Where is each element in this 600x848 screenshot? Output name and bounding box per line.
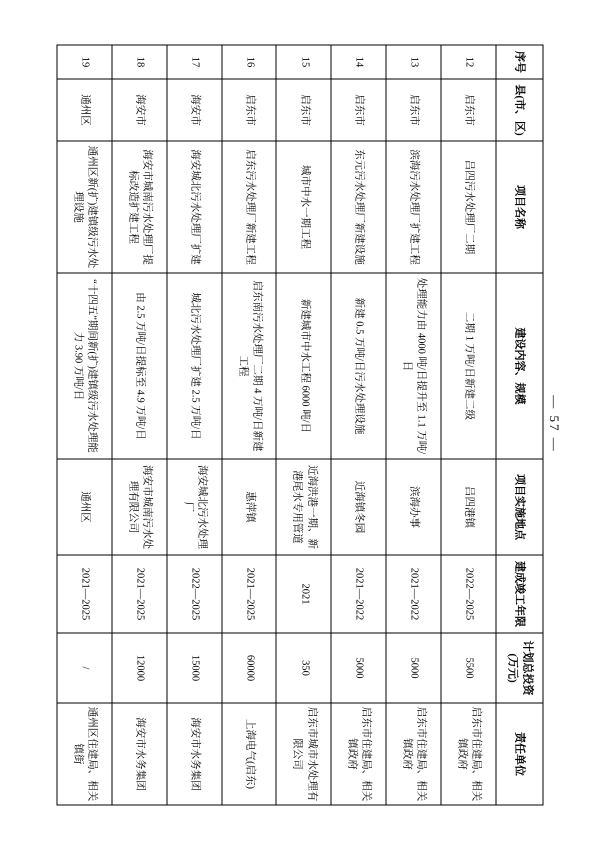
cell-investment: / bbox=[57, 633, 112, 703]
cell-site: 通州区 bbox=[57, 459, 112, 555]
cell-index: 16 bbox=[222, 45, 277, 79]
table-row bbox=[441, 45, 496, 805]
cell-area: 启东市 bbox=[277, 79, 332, 141]
table-row bbox=[386, 45, 441, 805]
cell-index: 14 bbox=[331, 45, 386, 79]
cell-index: 15 bbox=[277, 45, 332, 79]
cell-investment: 60000 bbox=[222, 633, 277, 703]
header-year: 建成竣工年限 bbox=[496, 555, 543, 633]
table-header-row bbox=[496, 45, 543, 805]
cell-responsible-unit: 启东市住建局、相关镇政府 bbox=[386, 703, 441, 805]
header-scope: 建设内容、规模 bbox=[496, 273, 543, 459]
header-investment: 计划总投资(万元) bbox=[496, 633, 543, 703]
cell-investment: 15000 bbox=[167, 633, 222, 703]
cell-project-name: 东元污水处理厂新建设施 bbox=[331, 141, 386, 273]
cell-investment: 350 bbox=[277, 633, 332, 703]
cell-year: 2022—2025 bbox=[441, 555, 496, 633]
cell-scope: 二期 1 万吨/日新建二级 bbox=[441, 273, 496, 459]
cell-index: 13 bbox=[386, 45, 441, 79]
cell-scope: 处理能力由 4000 吨/日提升至 1.1 万吨/日 bbox=[386, 273, 441, 459]
cell-scope: “十四五”期间新(扩)建镇级污水处理能力 3.90 万吨/日 bbox=[57, 273, 112, 459]
header-project-name: 项目名称 bbox=[496, 141, 543, 273]
cell-year: 2021 bbox=[277, 555, 332, 633]
cell-scope: 城北污水处理厂扩建 2.5 万吨/日 bbox=[167, 273, 222, 459]
cell-responsible-unit: 上海电气(启东) bbox=[222, 703, 277, 805]
cell-site: 惠萍镇 bbox=[222, 459, 277, 555]
cell-scope: 新建 0.5 万吨/日污水处理设施 bbox=[331, 273, 386, 459]
table-header bbox=[496, 45, 543, 805]
header-site: 项目实施地点 bbox=[496, 459, 543, 555]
cell-year: 2021—2022 bbox=[386, 555, 441, 633]
cell-investment: 5500 bbox=[441, 633, 496, 703]
table-row bbox=[167, 45, 222, 805]
cell-site: 海安市城南污水处理有限公司 bbox=[112, 459, 167, 555]
cell-year: 2021—2025 bbox=[57, 555, 112, 633]
cell-area: 启东市 bbox=[386, 79, 441, 141]
cell-scope: 启东南污水处理厂二期 4 万吨/日新建工程 bbox=[222, 273, 277, 459]
cell-area: 启东市 bbox=[441, 79, 496, 141]
cell-investment: 12000 bbox=[112, 633, 167, 703]
cell-responsible-unit: 海安市水务集团 bbox=[167, 703, 222, 805]
table-row bbox=[277, 45, 332, 805]
header-index: 序号 bbox=[496, 45, 543, 79]
cell-project-name: 通州区新(扩)建镇级污水处理设施 bbox=[57, 141, 112, 273]
cell-index: 18 bbox=[112, 45, 167, 79]
cell-area: 通州区 bbox=[57, 79, 112, 141]
table-row bbox=[112, 45, 167, 805]
cell-investment: 5000 bbox=[331, 633, 386, 703]
cell-index: 12 bbox=[441, 45, 496, 79]
rotated-table-container bbox=[57, 45, 544, 805]
cell-year: 2021—2022 bbox=[331, 555, 386, 633]
cell-responsible-unit: 启东市城市水处理有限公司 bbox=[277, 703, 332, 805]
cell-year: 2022—2025 bbox=[167, 555, 222, 633]
cell-area: 启东市 bbox=[331, 79, 386, 141]
cell-project-name: 滨海污水处理厂扩建工程 bbox=[386, 141, 441, 273]
cell-project-name: 海安市城南污水处理厂提标改造扩建工程 bbox=[112, 141, 167, 273]
cell-project-name: 海安城北污水处理厂扩建 bbox=[167, 141, 222, 273]
cell-responsible-unit: 启东市住建局、相关镇政府 bbox=[441, 703, 496, 805]
cell-index: 19 bbox=[57, 45, 112, 79]
cell-year: 2021—2025 bbox=[222, 555, 277, 633]
cell-scope: 新建城市中水工程 6000 吨/日 bbox=[277, 273, 332, 459]
cell-investment: 5000 bbox=[386, 633, 441, 703]
cell-site: 吕四港镇 bbox=[441, 459, 496, 555]
table-body bbox=[57, 45, 496, 805]
table-row bbox=[222, 45, 277, 805]
cell-year: 2021—2025 bbox=[112, 555, 167, 633]
table-row bbox=[57, 45, 112, 805]
cell-site: 海安城北污水处理厂 bbox=[167, 459, 222, 555]
cell-project-name: 城市中水一期工程 bbox=[277, 141, 332, 273]
cell-site: 近海镇冬园 bbox=[331, 459, 386, 555]
header-responsible-unit: 责任单位 bbox=[496, 703, 543, 805]
page-number: — 57 — bbox=[546, 395, 562, 453]
cell-project-name: 吕四污水处理厂二期 bbox=[441, 141, 496, 273]
project-plan-table bbox=[57, 45, 544, 806]
cell-project-name: 启东污水处理厂新建工程 bbox=[222, 141, 277, 273]
cell-index: 17 bbox=[167, 45, 222, 79]
cell-site: 滨海办事 bbox=[386, 459, 441, 555]
cell-responsible-unit: 启东市住建局、相关镇政府 bbox=[331, 703, 386, 805]
cell-scope: 由 2.5 万吨/日提标至 4.9 万吨/日 bbox=[112, 273, 167, 459]
header-area: 县(市、区) bbox=[496, 79, 543, 141]
cell-responsible-unit: 通州区住建局、相关镇街 bbox=[57, 703, 112, 805]
cell-area: 海安市 bbox=[112, 79, 167, 141]
cell-site: 近海洪港一期、新港尾水专用管道 bbox=[277, 459, 332, 555]
table-row bbox=[331, 45, 386, 805]
cell-area: 海安市 bbox=[167, 79, 222, 141]
cell-area: 启东市 bbox=[222, 79, 277, 141]
cell-responsible-unit: 海安市水务集团 bbox=[112, 703, 167, 805]
